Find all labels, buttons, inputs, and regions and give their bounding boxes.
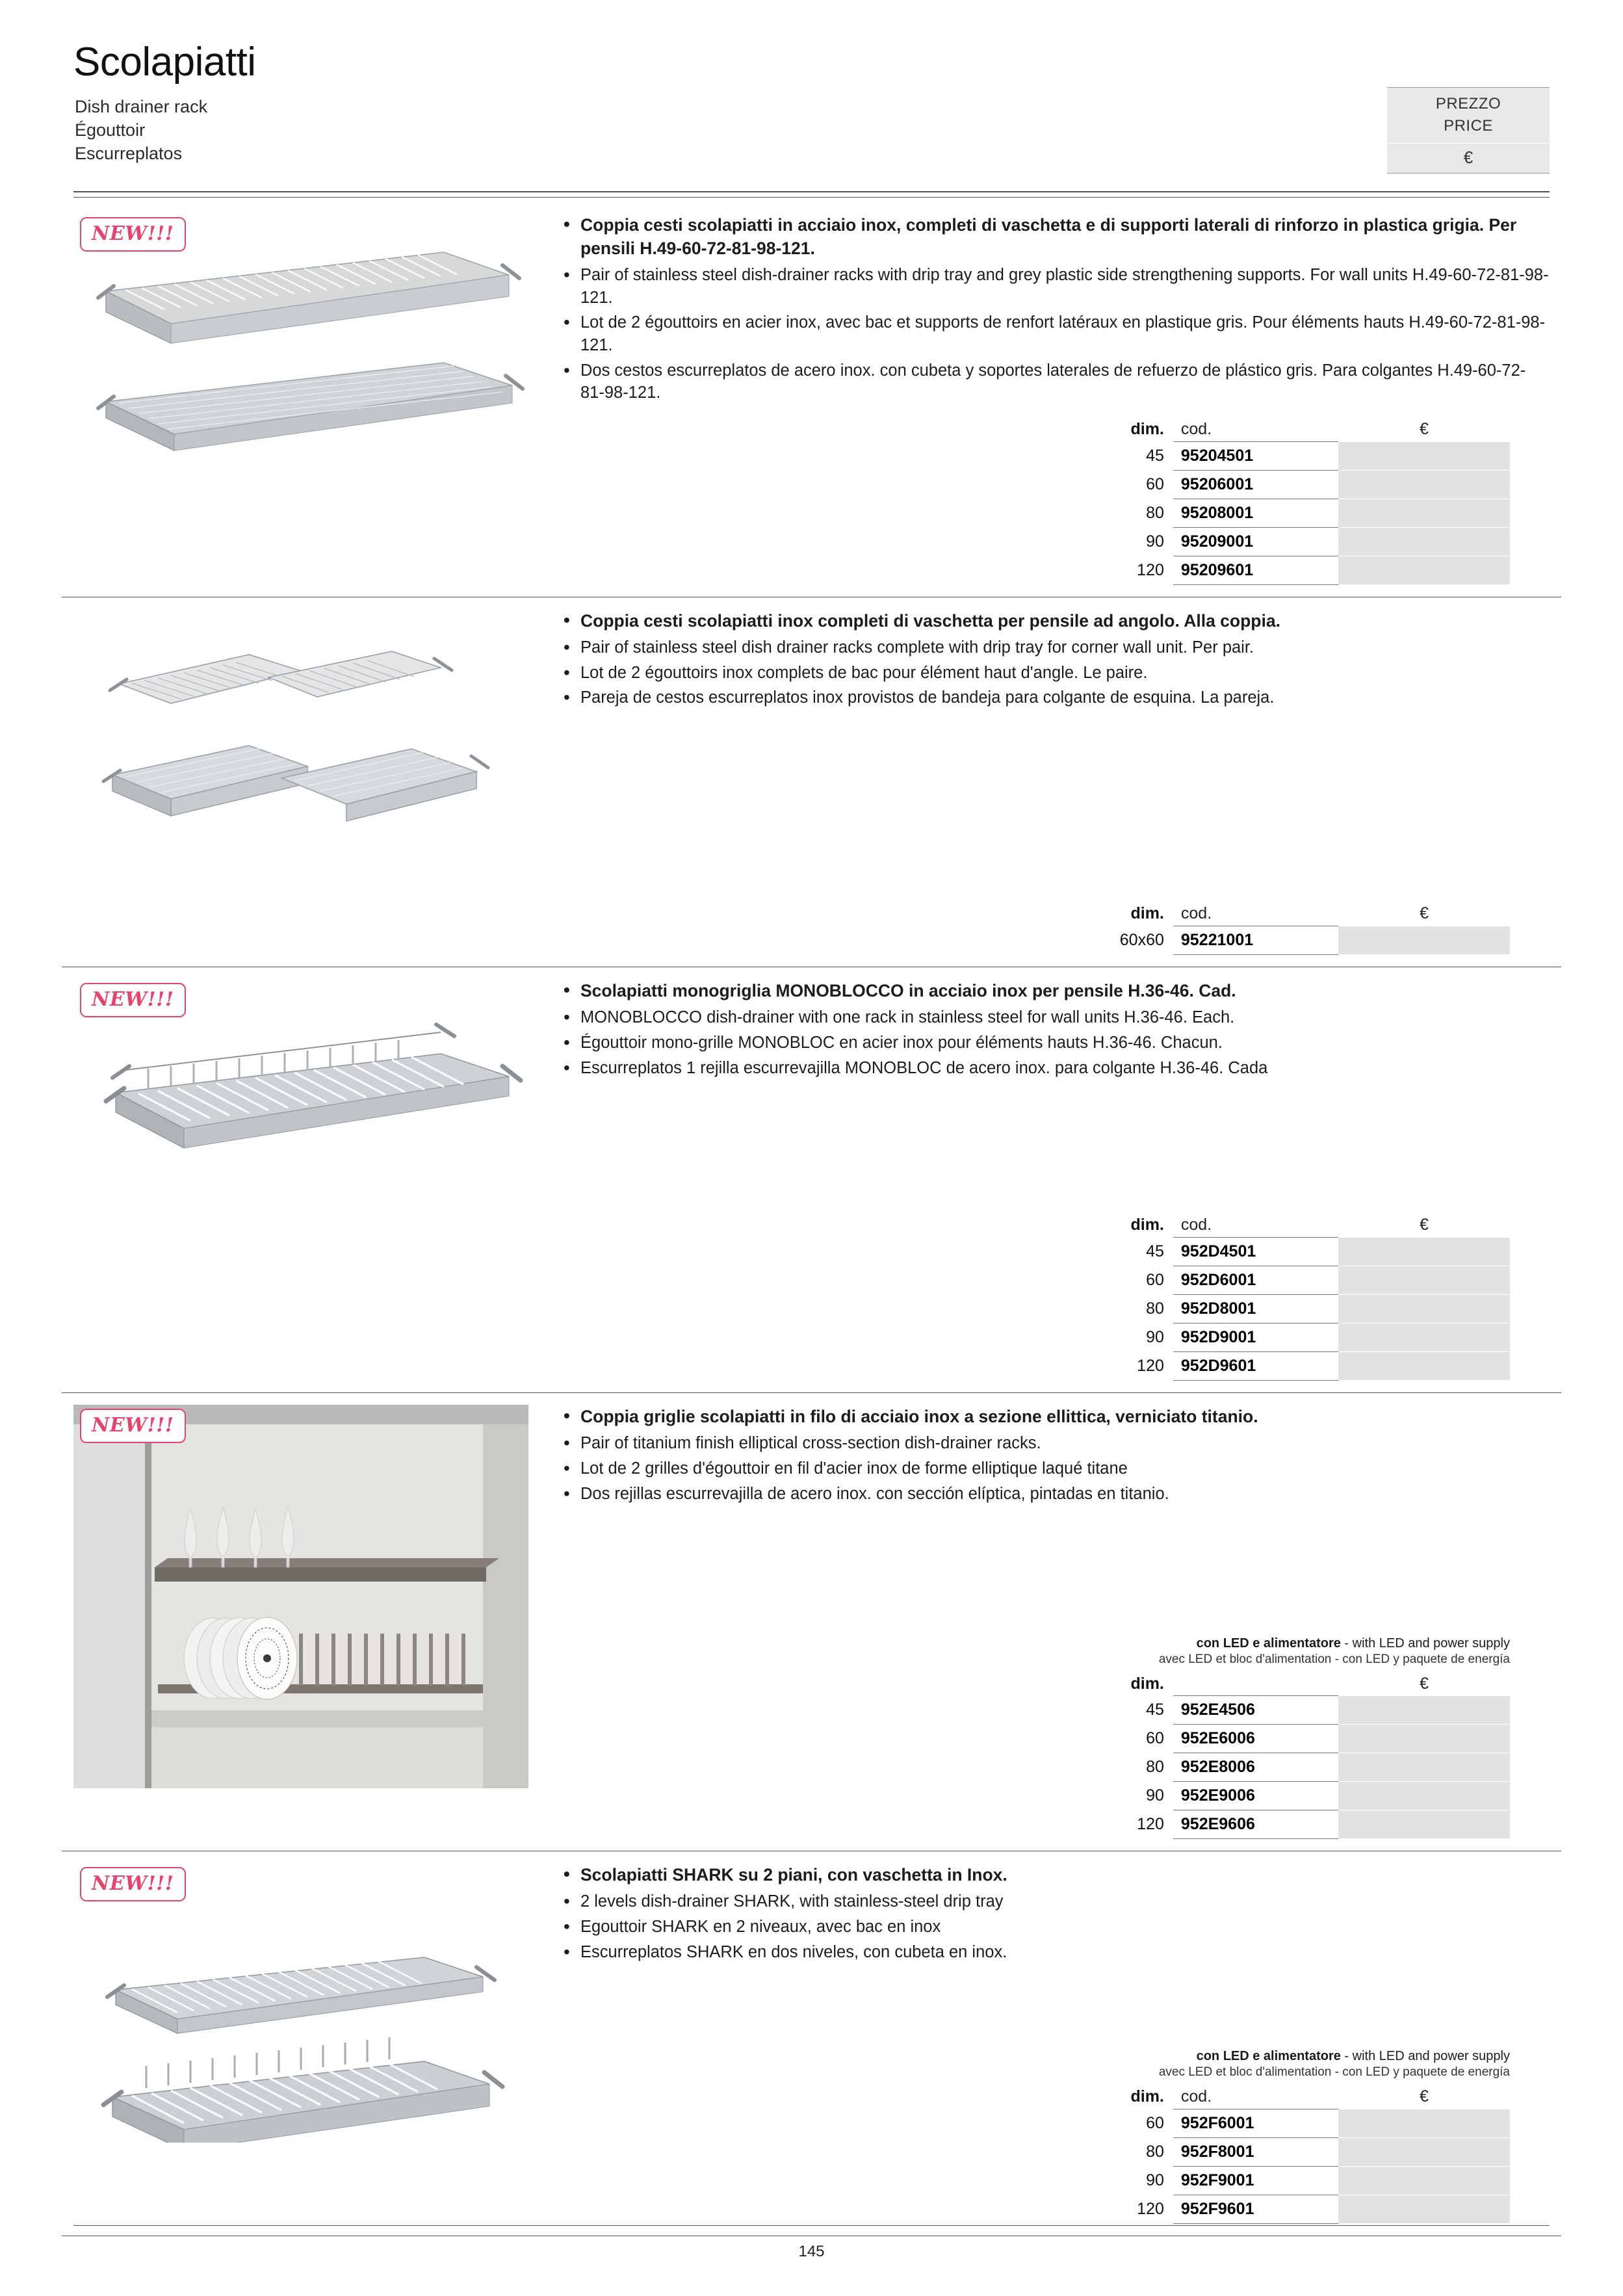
code-table-wrap-4 — [561, 1635, 1550, 1839]
table-row — [1094, 1810, 1510, 1839]
bullet-it: • Scolapiatti monogriglia MONOBLOCCO in acciaio inox per pensile H.36-46. Cad. — [561, 979, 1550, 1002]
table-row — [1094, 1696, 1510, 1725]
cell-price[interactable] — [1338, 1295, 1510, 1324]
led-note-bold: con LED e alimentatore — [1196, 1636, 1341, 1651]
cell-cod: 95204501 — [1173, 442, 1338, 471]
table-row — [1094, 1725, 1510, 1753]
product-section-monoblocco — [62, 967, 1561, 1393]
bullet-es: • Escurreplatos 1 rejilla escurrevajilla MONOBLOC de acero inox. para colgante H.36-46. Cada — [561, 1057, 1550, 1080]
cell-price[interactable] — [1338, 1238, 1510, 1266]
cell-cod: 952E6006 — [1173, 1725, 1338, 1753]
led-note-line2: avec LED et bloc d'alimentation - con LED y paquete de energía — [1158, 2065, 1510, 2080]
col-header-dim: dim. — [1130, 420, 1164, 439]
cell-price[interactable] — [1338, 2109, 1510, 2138]
col-header-cod — [1173, 1675, 1338, 1696]
page-header — [62, 39, 1561, 202]
bullet-en: • 2 levels dish-drainer SHARK, with stainless-steel drip tray — [561, 1890, 1550, 1913]
price-label-it: PREZZO — [1435, 95, 1501, 112]
col-header-dim: dim. — [1130, 1674, 1164, 1693]
table-row — [1094, 1753, 1510, 1782]
cell-cod: 95209001 — [1173, 528, 1338, 556]
code-table-3 — [1094, 1216, 1510, 1381]
cell-cod: 952F8001 — [1173, 2138, 1338, 2167]
table-row — [1094, 499, 1510, 528]
product-text-2 — [554, 609, 1550, 955]
col-header-cod: cod. — [1180, 2087, 1212, 2106]
table-row — [1094, 2195, 1510, 2224]
cell-price[interactable] — [1338, 1782, 1510, 1810]
header-divider-thin — [73, 197, 1550, 198]
page-number: 145 — [798, 2243, 825, 2260]
cell-cod: 952D9001 — [1173, 1324, 1338, 1352]
table-row — [1094, 1266, 1510, 1295]
price-currency: € — [1387, 143, 1550, 174]
product-section-shark-2-piani — [62, 1851, 1561, 2236]
code-table-wrap-3 — [561, 1216, 1550, 1381]
cell-cod: 95209601 — [1173, 556, 1338, 585]
cell-price[interactable] — [1338, 528, 1510, 556]
bullet-fr: • Lot de 2 grilles d'égouttoir en fil d'acier inox de forme elliptique laqué titane — [561, 1457, 1550, 1480]
cell-dim: 60 — [1146, 475, 1164, 494]
cell-price[interactable] — [1338, 926, 1510, 955]
product-image-5 — [73, 1863, 554, 2224]
cell-dim: 80 — [1146, 1758, 1164, 1777]
bullet-it: • Coppia cesti scolapiatti in acciaio inox, completi di vaschetta e di supporti laterali di rinforzo in plastica grigia. Per pensili H.49-60-72-81-98-121. — [561, 213, 1550, 260]
cell-cod: 952E8006 — [1173, 1753, 1338, 1782]
shark-drainer-illustration — [73, 1863, 541, 2143]
header-divider-thick — [73, 191, 1550, 192]
cell-price[interactable] — [1338, 2195, 1510, 2224]
bullet-fr: • Lot de 2 égouttoirs inox complets de bac pour élément haut d'angle. Le paire. — [561, 662, 1550, 685]
cell-cod: 952F9001 — [1173, 2167, 1338, 2195]
product-description-list — [561, 213, 1550, 404]
cell-cod: 952F9601 — [1173, 2195, 1338, 2224]
table-row — [1094, 1295, 1510, 1324]
product-image-2 — [73, 609, 554, 955]
product-section-coppia-cesti-inox-vaschetta — [62, 202, 1561, 597]
col-header-cod: cod. — [1180, 420, 1212, 439]
cell-cod: 952D6001 — [1173, 1266, 1338, 1295]
code-table-wrap-1 — [561, 420, 1550, 585]
cell-cod: 952D8001 — [1173, 1295, 1338, 1324]
table-row — [1094, 1782, 1510, 1810]
bullet-es: • Dos rejillas escurrevajilla de acero inox. con sección elíptica, pintadas en titanio. — [561, 1483, 1550, 1506]
price-header-box — [1387, 87, 1550, 174]
table-row — [1094, 926, 1510, 955]
cell-price[interactable] — [1338, 556, 1510, 585]
product-description-list — [561, 609, 1550, 709]
dish-drainer-rack-illustration — [73, 213, 541, 473]
cell-dim: 90 — [1146, 532, 1164, 551]
price-label-en: PRICE — [1444, 116, 1493, 135]
table-row — [1094, 2167, 1510, 2195]
bullet-en: • Pair of titanium finish elliptical cross-section dish-drainer racks. — [561, 1432, 1550, 1455]
cell-price[interactable] — [1338, 1696, 1510, 1725]
table-row — [1094, 556, 1510, 585]
code-table-1 — [1094, 420, 1510, 585]
code-table-4 — [1094, 1675, 1510, 1840]
code-table-wrap-2 — [561, 904, 1550, 955]
product-description-list — [561, 1405, 1550, 1505]
product-image-1 — [73, 213, 554, 585]
cell-price[interactable] — [1338, 1753, 1510, 1782]
bullet-es: • Dos cestos escurreplatos de acero inox. con cubeta y soportes laterales de refuerzo de plástico gris. Para colgantes H.49-60-72-81-98-121. — [561, 359, 1550, 404]
cell-cod: 952D4501 — [1173, 1238, 1338, 1266]
table-row — [1094, 471, 1510, 499]
bullet-it: • Coppia griglie scolapiatti in filo di acciaio inox a sezione ellittica, verniciato titanio. — [561, 1405, 1550, 1428]
bullet-it: • Coppia cesti scolapiatti inox completi di vaschetta per pensile ad angolo. Alla coppia. — [561, 609, 1550, 633]
product-text-3 — [554, 979, 1550, 1381]
product-text-4 — [554, 1405, 1550, 1839]
cell-price[interactable] — [1338, 1352, 1510, 1381]
code-table-2 — [1094, 904, 1510, 955]
new-badge: NEW!!! — [80, 1409, 186, 1443]
cell-dim: 80 — [1146, 2143, 1164, 2161]
new-badge: NEW!!! — [80, 983, 186, 1017]
led-note — [1094, 1635, 1510, 1668]
product-image-4 — [73, 1405, 554, 1839]
code-table-wrap-5 — [561, 2048, 1550, 2224]
cell-cod: 95206001 — [1173, 471, 1338, 499]
cell-cod: 952E9606 — [1173, 1810, 1338, 1839]
monoblocco-drainer-illustration — [73, 979, 541, 1252]
product-text-5 — [554, 1863, 1550, 2224]
product-image-3 — [73, 979, 554, 1381]
bullet-en: • MONOBLOCCO dish-drainer with one rack in stainless steel for wall units H.36-46. Each. — [561, 1006, 1550, 1029]
table-row — [1094, 1324, 1510, 1352]
cell-dim: 120 — [1137, 2200, 1164, 2219]
cell-price[interactable] — [1338, 1725, 1510, 1753]
cell-price[interactable] — [1338, 2167, 1510, 2195]
cell-dim: 60 — [1146, 1271, 1164, 1290]
price-header-labels — [1387, 87, 1550, 143]
cell-price[interactable] — [1338, 1266, 1510, 1295]
led-note-bold: con LED e alimentatore — [1196, 2049, 1341, 2064]
col-header-dim: dim. — [1130, 2087, 1164, 2106]
cell-dim: 60 — [1146, 1729, 1164, 1748]
table-row — [1094, 2109, 1510, 2138]
col-header-eur: € — [1419, 2087, 1429, 2106]
table-row — [1094, 442, 1510, 471]
col-header-eur: € — [1419, 1216, 1429, 1234]
cell-dim: 45 — [1146, 447, 1164, 465]
cell-cod: 952E4506 — [1173, 1696, 1338, 1725]
new-badge: NEW!!! — [80, 217, 186, 252]
cell-dim: 120 — [1137, 1357, 1164, 1376]
bullet-fr: • Egouttoir SHARK en 2 niveaux, avec bac en inox — [561, 1916, 1550, 1938]
bullet-es: • Pareja de cestos escurreplatos inox provistos de bandeja para colgante de esquina. La pareja. — [561, 686, 1550, 709]
code-table-5 — [1094, 2087, 1510, 2224]
col-header-eur: € — [1419, 904, 1429, 923]
cell-cod: 952F6001 — [1173, 2109, 1338, 2138]
cell-price[interactable] — [1338, 499, 1510, 528]
led-note-rest: - with LED and power supply — [1340, 1636, 1510, 1651]
cell-dim: 45 — [1146, 1242, 1164, 1261]
cell-price[interactable] — [1338, 1324, 1510, 1352]
table-row — [1094, 1352, 1510, 1381]
cell-cod: 95208001 — [1173, 499, 1338, 528]
cell-price[interactable] — [1338, 2138, 1510, 2167]
corner-dish-drainer-illustration — [73, 609, 541, 850]
cell-cod: 952D9601 — [1173, 1352, 1338, 1381]
cell-price[interactable] — [1338, 1810, 1510, 1839]
subtitle-fr: Égouttoir — [75, 120, 146, 140]
footer-divider — [73, 2225, 1550, 2226]
bullet-fr: • Égouttoir mono-grille MONOBLOC en acier inox pour éléments hauts H.36-46. Chacun. — [561, 1032, 1550, 1054]
table-row — [1094, 2138, 1510, 2167]
kitchen-scene-illustration — [73, 1405, 528, 1788]
page-title: Scolapiatti — [73, 40, 256, 85]
subtitle-en: Dish drainer rack — [75, 97, 208, 116]
cell-cod: 952E9006 — [1173, 1782, 1338, 1810]
cell-dim: 80 — [1146, 1299, 1164, 1318]
cell-cod: 95221001 — [1173, 926, 1338, 955]
col-header-dim: dim. — [1130, 1216, 1164, 1234]
bullet-en: • Pair of stainless steel dish drainer racks complete with drip tray for corner wall unit. Per pair. — [561, 636, 1550, 659]
product-section-coppia-cesti-angolo — [62, 597, 1561, 967]
col-header-eur: € — [1419, 1674, 1429, 1693]
cell-dim: 45 — [1146, 1701, 1164, 1719]
new-badge: NEW!!! — [80, 1867, 186, 1901]
cell-dim: 90 — [1146, 1328, 1164, 1347]
product-description-list — [561, 1863, 1550, 1963]
cell-dim: 90 — [1146, 2171, 1164, 2190]
bullet-it: • Scolapiatti SHARK su 2 piani, con vaschetta in Inox. — [561, 1863, 1550, 1886]
product-description-list — [561, 979, 1550, 1079]
led-note — [1094, 2048, 1510, 2081]
cell-dim: 60 — [1146, 2114, 1164, 2133]
col-header-dim: dim. — [1130, 904, 1164, 923]
bullet-en: • Pair of stainless steel dish-drainer racks with drip tray and grey plastic side strengthening supports. For wall units H.49-60-72-81-98-121. — [561, 264, 1550, 309]
cell-dim: 80 — [1146, 504, 1164, 523]
cell-dim: 90 — [1146, 1786, 1164, 1805]
cell-dim: 120 — [1137, 561, 1164, 580]
product-photo — [73, 1405, 528, 1788]
col-header-eur: € — [1419, 420, 1429, 439]
led-note-rest: - with LED and power supply — [1340, 2049, 1510, 2064]
bullet-es: • Escurreplatos SHARK en dos niveles, con cubeta en inox. — [561, 1941, 1550, 1964]
cell-dim: 60x60 — [1119, 931, 1164, 950]
cell-dim: 120 — [1137, 1815, 1164, 1834]
subtitle-es: Escurreplatos — [75, 143, 183, 163]
product-section-coppia-griglie-ellittica — [62, 1393, 1561, 1851]
led-note-line2: avec LED et bloc d'alimentation - con LED y paquete de energía — [1158, 1652, 1510, 1667]
table-row — [1094, 528, 1510, 556]
col-header-cod: cod. — [1180, 1216, 1212, 1234]
cell-price[interactable] — [1338, 442, 1510, 471]
page-subtitles — [75, 96, 1561, 166]
bullet-fr: • Lot de 2 égouttoirs en acier inox, avec bac et supports de renfort latéraux en plastique gris. Pour éléments hauts H.49-60-72-81-98-121. — [561, 311, 1550, 356]
cell-price[interactable] — [1338, 471, 1510, 499]
product-text-1 — [554, 213, 1550, 585]
table-row — [1094, 1238, 1510, 1266]
col-header-cod: cod. — [1180, 904, 1212, 923]
